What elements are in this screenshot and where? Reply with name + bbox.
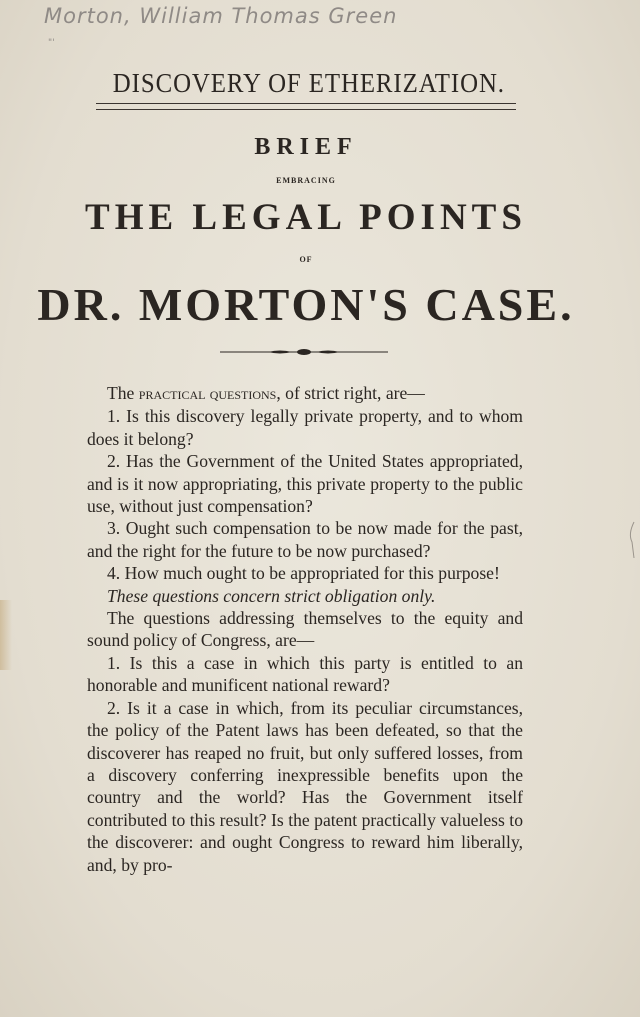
embracing-line: EMBRACING xyxy=(276,176,336,185)
case-title: DR. MORTON'S CASE. xyxy=(37,279,575,330)
title-double-rule xyxy=(96,103,516,110)
running-title: DISCOVERY OF ETHERIZATION. xyxy=(112,68,505,98)
practical-questions-smallcaps: practical questions xyxy=(138,384,277,403)
equity-intro: The questions addressing themselves to the equity and sound policy of Congress, are— xyxy=(87,608,523,651)
body-text xyxy=(87,382,523,876)
equity-question-2: 2. Is it a case in which, from its peculiar circumstances, the policy of the Patent laws has been defeated, so that the discoverer has reaped no fruit, but only suffered losses, from a discovery conferring inexpressible benefits upon the country and the world? Has the Government itself contributed to this result? Is the patent practically valueless to the discoverer: and ought Congress to reward him liberally, and, by pro- xyxy=(87,697,523,875)
intro-paragraph: The practical questions, of strict right, are— xyxy=(107,383,425,403)
question-2: 2. Has the Government of the United States appropriated, and is it now appropriating, this private property to the public use, without just compensation? xyxy=(87,451,523,517)
question-1: 1. Is this discovery legally private property, and to whom does it belong? xyxy=(87,406,523,449)
page-mark: "' xyxy=(48,38,55,48)
question-4: 4. How much ought to be appropriated for this purpose! xyxy=(107,563,500,584)
strict-obligation-note: These questions concern strict obligation only. xyxy=(107,585,436,606)
legal-points-heading: THE LEGAL POINTS xyxy=(85,197,527,238)
paper-edge-mark xyxy=(626,520,636,560)
of-line: OF xyxy=(299,255,313,264)
question-3: 3. Ought such compensation to be now made for the past, and the right for the future to be now purchased? xyxy=(87,518,523,561)
brief-heading: BRIEF xyxy=(254,134,358,160)
paper-stain xyxy=(0,600,12,670)
handwritten-annotation: Morton, William Thomas Green xyxy=(44,4,398,28)
ornament-divider xyxy=(220,344,388,360)
equity-question-1: 1. Is this a case in which this party is entitled to an honorable and munificent national reward? xyxy=(87,652,523,696)
